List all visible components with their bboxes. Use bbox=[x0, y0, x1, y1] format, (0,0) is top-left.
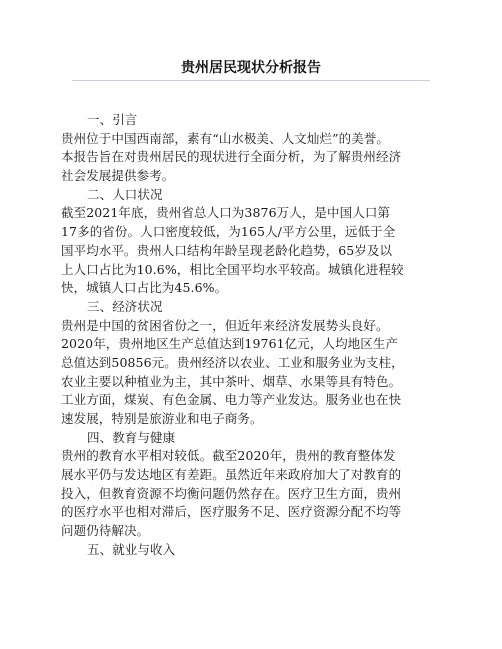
paragraph-line: 17多的省份。人口密度较低，为165人/平方公里，远低于全 bbox=[61, 224, 396, 240]
paragraph-line: 速发展，特别是旅游业和电子商务。 bbox=[61, 411, 263, 426]
paragraph-line: 的医疗水平也相对滞后，医疗服务不足、医疗资源分配不均等 bbox=[61, 504, 402, 520]
paragraph-line: 总值达到50856元。贵州经济以农业、工业和服务业为支柱， bbox=[61, 354, 404, 370]
paragraph-line: 投入，但教育资源不均衡问题仍然存在。医疗卫生方面，贵州 bbox=[61, 485, 402, 501]
paragraph-line: 社会发展提供参考。 bbox=[61, 168, 175, 184]
paragraph-line: 快，城镇人口占比为45.6%。 bbox=[61, 280, 228, 296]
title-underline bbox=[72, 80, 430, 81]
section-heading: 一、引言 bbox=[87, 112, 138, 127]
section-heading: 二、人口状况 bbox=[87, 186, 163, 202]
paragraph-line: 贵州的教育水平相对较低。截至2020年，贵州的教育整体发 bbox=[61, 448, 396, 464]
paragraph-line: 贵州是中国的贫困省份之一，但近年来经济发展势头良好。 bbox=[61, 317, 389, 333]
paragraph-line: 工业方面，煤炭、有色金属、电力等产业发达。服务业也在快 bbox=[61, 392, 402, 408]
paragraph-line: 展水平仍与发达地区有差距。虽然近年来政府加大了对教育的 bbox=[61, 467, 402, 483]
paragraph-line: 截至2021年底，贵州省总人口为3876万人，是中国人口第 bbox=[61, 205, 391, 221]
paragraph-line: 2020年，贵州地区生产总值达到19761亿元，人均地区生产 bbox=[61, 336, 399, 352]
paragraph-line: 贵州位于中国西南部，素有“山水极美、人文灿烂”的美誉。 bbox=[61, 130, 389, 146]
document-title: 贵州居民现状分析报告 bbox=[181, 60, 321, 76]
paragraph-line: 国平均水平。贵州人口结构年龄呈现老龄化趋势，65岁及以 bbox=[61, 242, 393, 258]
paragraph-line: 本报告旨在对贵州居民的现状进行全面分析，为了解贵州经济 bbox=[61, 149, 402, 165]
paragraph-line: 问题仍待解决。 bbox=[61, 523, 150, 539]
paragraph-line: 农业主要以种植业为主，其中茶叶、烟草、水果等具有特色。 bbox=[61, 373, 402, 389]
section-heading: 四、教育与健康 bbox=[87, 429, 176, 445]
document-body bbox=[61, 111, 437, 560]
paragraph-line: 上人口占比为10.6%，相比全国平均水平较高。城镇化进程较 bbox=[61, 261, 404, 277]
section-heading: 五、就业与收入 bbox=[87, 541, 176, 557]
section-heading: 三、经济状况 bbox=[87, 298, 163, 314]
